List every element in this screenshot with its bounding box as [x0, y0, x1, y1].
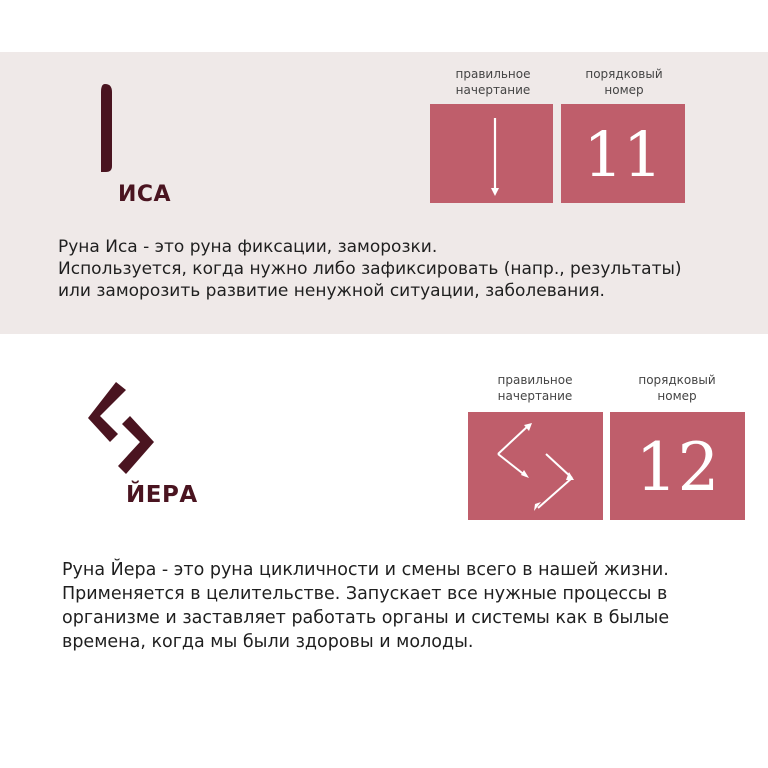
rune-description	[58, 236, 682, 302]
rune-card-isa	[0, 52, 768, 334]
description-line: организме и заставляет работать органы и системы как в былые	[62, 608, 670, 628]
jera-arrows-icon	[468, 412, 603, 520]
rune-number: 12	[635, 429, 720, 506]
description-line: Применяется в целительстве. Запускает все нужные процессы в	[62, 584, 668, 604]
rune-number-box	[610, 412, 745, 520]
rune-number: 11	[583, 118, 663, 191]
description-line: Руна Йера - это руна цикличности и смены всего в нашей жизни.	[62, 560, 669, 580]
jera-rune-icon	[86, 380, 158, 476]
rune-number-box	[561, 104, 685, 203]
rune-shape-box	[468, 412, 603, 520]
rune-shape-box	[430, 104, 553, 203]
description-line: или заморозить развитие ненужной ситуации, заболевания.	[58, 281, 605, 301]
description-line: Используется, когда нужно либо зафиксировать (напр., результаты)	[58, 259, 682, 279]
description-line: Руна Иса - это руна фиксации, заморозки.	[58, 237, 438, 257]
label-ordinal-number: порядковый номер	[585, 67, 663, 97]
label-ordinal-number: порядковый номер	[638, 373, 716, 403]
rune-card-jera	[0, 334, 768, 768]
label-correct-shape: правильное начертание	[455, 67, 531, 97]
label-correct-shape: правильное начертание	[497, 373, 573, 403]
isa-rune-icon	[96, 82, 120, 174]
isa-arrow-down-icon	[430, 104, 553, 203]
rune-title: ЙЕРА	[126, 482, 198, 508]
description-line: времена, когда мы были здоровы и молоды.	[62, 632, 474, 652]
rune-title: ИСА	[118, 182, 172, 207]
rune-description	[62, 558, 669, 654]
